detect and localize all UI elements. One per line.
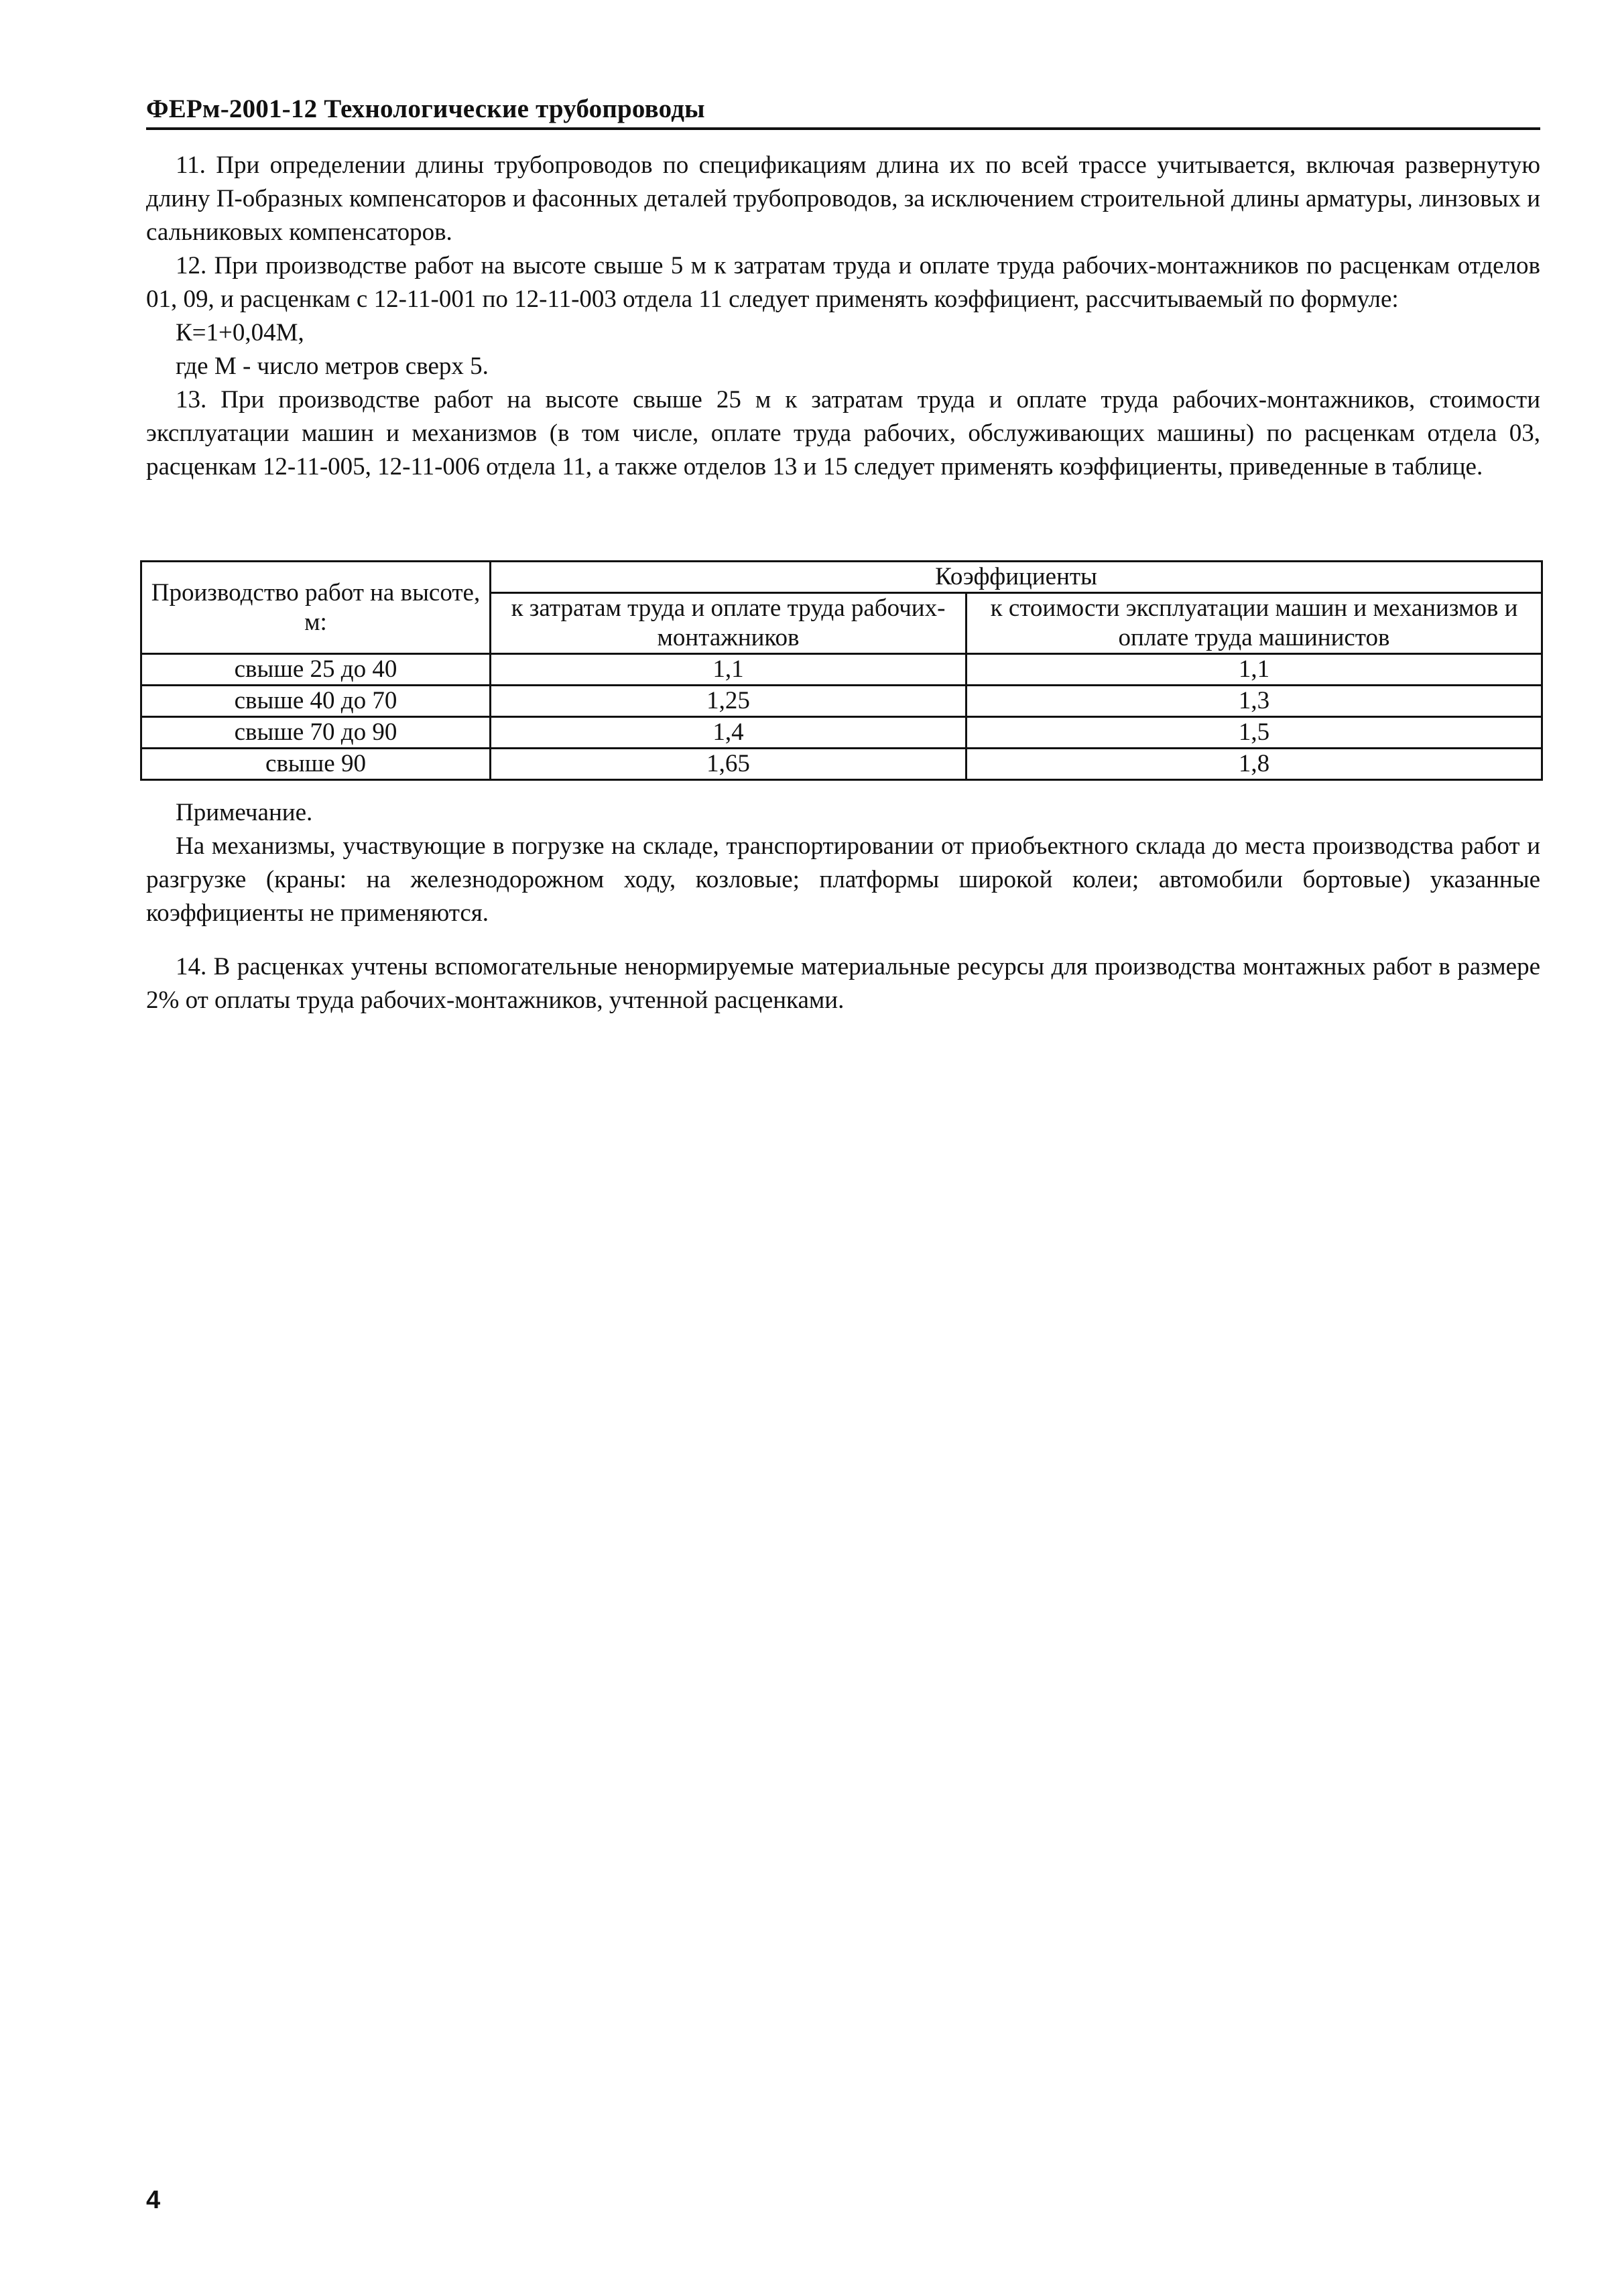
header-machines: к стоимости эксплуатации машин и механизмов и оплате труда машинистов [967,593,1542,654]
header-height: Производство работ на высоте, м: [141,562,491,654]
paragraph-14: 14. В расценках учтены вспомогательные ненормируемые материальные ресурсы для производства монтажных работ в размере 2% от оплаты труда рабочих-монтажников, учтенной расценками. [146,953,1540,1014]
table-header-row-1 [141,562,1542,593]
table-row [141,686,1542,717]
table-row [141,717,1542,749]
note-label: Примечание. [176,799,313,826]
header-coefficients: Коэффициенты [491,562,1542,593]
paragraph-13: 13. При производстве работ на высоте свыше 25 м к затратам труда и оплате труда рабочих-монтажников, стоимости эксплуатации машин и механизмов (в том числе, оплате труда рабочих, обслуживающих машины) по расценкам отдела 03, расценкам 12-11-005, 12-11-006 отдела 11, а также отделов 13 и 15 следует применять коэффициенты, приведенные в таблице. [146,386,1540,481]
note-text: На механизмы, участвующие в погрузке на складе, транспортировании от приобъектного склада до места производства работ и разгрузке (краны: на железнодорожном ходу, козловые; платформы широкой колеи; автомобили бортовые) указанные коэффициенты не применяются. [146,832,1540,927]
cell-labor: 1,65 [491,749,967,780]
cell-height: свыше 90 [141,749,491,780]
note-block [146,796,1540,930]
table-row [141,749,1542,780]
header-labor: к затратам труда и оплате труда рабочих-монтажников [491,593,967,654]
cell-labor: 1,25 [491,686,967,717]
formula: К=1+0,04М, [176,319,304,346]
cell-machines: 1,5 [967,717,1542,749]
coefficients-table-container [140,560,1543,781]
coefficients-table [140,560,1543,781]
cell-machines: 1,1 [967,654,1542,686]
main-text [146,149,1540,484]
cell-height: свыше 70 до 90 [141,717,491,749]
paragraph-14-block [146,950,1540,1017]
cell-machines: 1,3 [967,686,1542,717]
cell-machines: 1,8 [967,749,1542,780]
page-header [146,92,1540,130]
cell-height: свыше 25 до 40 [141,654,491,686]
paragraph-12: 12. При производстве работ на высоте свыше 5 м к затратам труда и оплате труда рабочих-монтажников по расценкам отделов 01, 09, и расценкам с 12-11-001 по 12-11-003 отдела 11 следует применять коэффициент, рассчитываемый по формуле: [146,252,1540,313]
document-title: ФЕРм-2001-12 Технологические трубопроводы [146,94,705,123]
formula-note: где М - число метров сверх 5. [176,353,489,380]
cell-height: свыше 40 до 70 [141,686,491,717]
cell-labor: 1,1 [491,654,967,686]
table-row [141,654,1542,686]
page-number: 4 [146,2186,161,2214]
paragraph-11: 11. При определении длины трубопроводов по спецификациям длина их по всей трассе учитывается, включая развернутую длину П-образных компенсаторов и фасонных деталей трубопроводов, за исключением строительной длины арматуры, линзовых и сальниковых компенсаторов. [146,151,1540,246]
cell-labor: 1,4 [491,717,967,749]
